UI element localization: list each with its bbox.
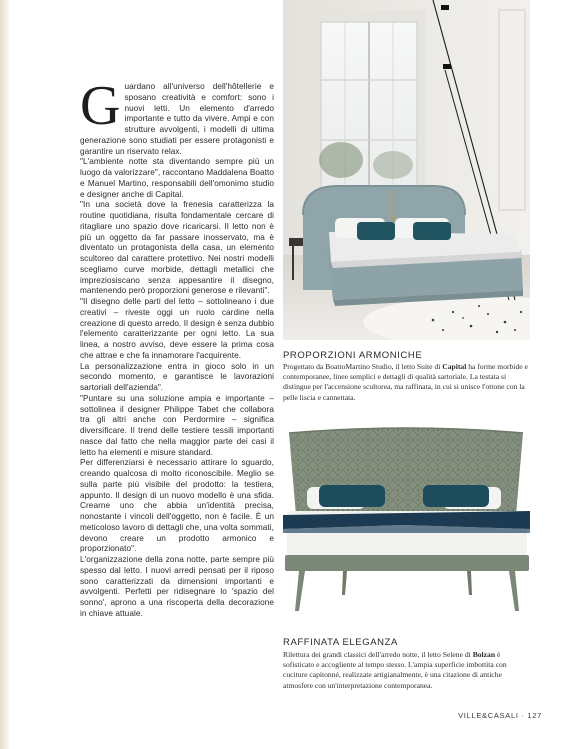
article-paragraph: L'organizzazione della zona notte, parte sempre più spesso dal letto. I nuovi arredi pensati per il riposo sono caratterizzati da dimensioni importanti e avvolgenti. Perfetti per ridisegnare lo 'spazio del sonno', aprono a una riscoperta della decorazione in chiave attuale. bbox=[80, 555, 274, 618]
caption-body bbox=[283, 650, 530, 691]
caption-title: PROPORZIONI ARMONICHE bbox=[283, 350, 423, 361]
article-paragraph: La personalizzazione entra in gioco solo in un secondo momento, e garantisce le lavorazioni sartoriali dell'azienda". bbox=[80, 361, 274, 392]
article-paragraph: "Puntare su una soluzione ampia e importante – sottolinea il designer Philippe Tabet che collabora tra gli altri anche con Perdormire – significa diversificare. Il trend delle testiere tessili importanti nasce dal fatto che nella maggior parte dei casi il letto ha elementi e misure standard. bbox=[80, 393, 274, 457]
caption-brand: Capital bbox=[442, 362, 467, 371]
bedroom-scene-illustration bbox=[283, 0, 530, 340]
article-body bbox=[80, 75, 274, 620]
article-paragraph: "In una società dove la frenesia caratterizza la routine quotidiana, risulta fondamentale cercare di ritagliare uno spazio dove ricaricarsi. Il letto non è più un oggetto da far passare inosservato, ma è diventato un protagonista della casa, un elemento scultoreo dal carattere protettivo. Nei nostri modelli scegliamo curve morbide, dettagli metallici che impreziosiscano senza appesantire il disegno, mantenendo però proporzioni generose e rilevanti". bbox=[80, 200, 274, 296]
article-paragraph: "Il disegno delle parti del letto – sottolineano i due creativi – riveste oggi un ruolo cardine nella creazione di questo arredo. Il design è senza dubbio l'elemento caratterizzante per ogni letto. La sua linea, a nostro avviso, deve essere la prima cosa che attrae e che fa innamorare l'acquirente. bbox=[80, 297, 274, 360]
tufted-bed-illustration bbox=[283, 425, 530, 630]
caption-text: Progettato da BoattoMartino Studio, il letto Suite di bbox=[283, 362, 443, 371]
caption-text: ha forme morbide e contemporanee, linee semplici e dettagli di qualità sartoriale. La testata si distingue per l'accensione scultorea, ma raffinata, in cui si unisce l'ottone con la pelle liscia e cannettata. bbox=[283, 362, 528, 402]
article-paragraph: Per differenziarsi è necessario attirare lo sguardo, creando qualcosa di molto riconoscibile. Meglio se sulla parte più visibile del prodotto: la testiera, appunto. Il design di un nuovo modello è una sfida. Crearne uno che abbia un'identità precisa, nonostante i vincoli dell'oggetto, non è facile. È un meticoloso lavoro di dettagli che, una volta sommati, devono creare un prodotto armonico e proporzionato". bbox=[80, 458, 274, 554]
bed-photo-suite bbox=[283, 0, 530, 340]
caption-text: è sofisticato e accogliente al tempo stesso. L'ampia superficie imbottita con cuciture capitonné, realizzate artigianalmente, è una citazione di antiche atmosfere con un'interpretazione contemporanea. bbox=[283, 650, 507, 690]
caption-paragraph bbox=[283, 650, 530, 691]
caption-body bbox=[283, 362, 530, 403]
bed-photo-selene bbox=[283, 425, 530, 630]
article-paragraph: uardano all'universo dell'hôtellerie e sposano creatività e comfort: sono i nuovi letti. Un elemento d'arredo importante e tutto da vivere. Ampi e con strutture avvolgenti, i modelli di ultima generazione sono studiati per essere protagonisti e garantire un riservato relax. bbox=[80, 82, 274, 156]
caption-brand: Bolzan bbox=[472, 650, 496, 659]
caption-paragraph bbox=[283, 362, 530, 403]
page-folio: VILLE&CASALI · 127 bbox=[458, 711, 542, 720]
article-paragraph: "L'ambiente notte sta diventando sempre più un luogo da valorizzare", raccontano Maddalena Boatto e Manuel Martino, responsabili dell'omonimo studio e designer anche di Capital. bbox=[80, 157, 274, 199]
page-binding-edge bbox=[0, 0, 10, 749]
drop-cap: G bbox=[80, 75, 121, 137]
caption-title: RAFFINATA ELEGANZA bbox=[283, 637, 398, 648]
caption-text: Rilettura dei grandi classici dell'arredo notte, il letto Selene di bbox=[283, 650, 473, 659]
